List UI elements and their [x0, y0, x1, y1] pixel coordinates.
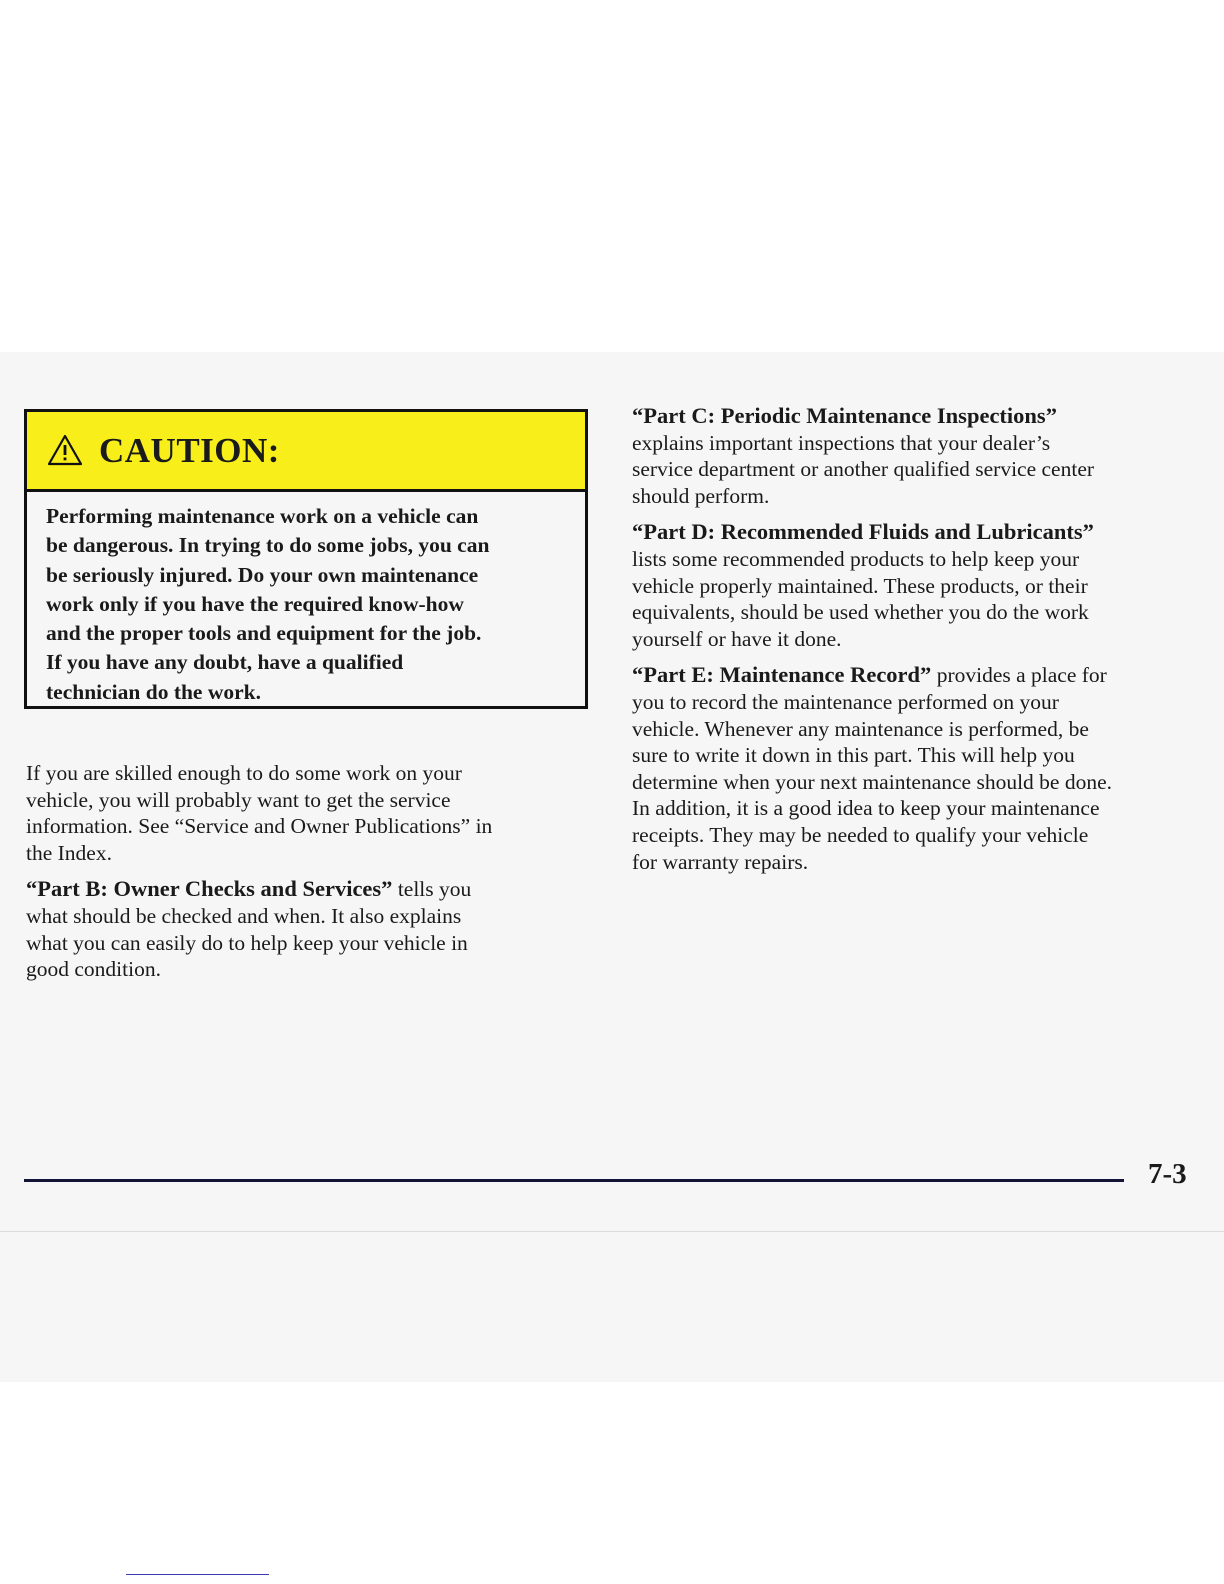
- part-e-heading: “Part E: Maintenance Record”: [632, 662, 932, 688]
- part-e-line: receipts. They may be needed to qualify your vehicle: [632, 822, 1089, 847]
- footer-rule: [24, 1179, 1124, 1182]
- part-e-line: you to record the maintenance performed on your: [632, 689, 1059, 714]
- intro-line: vehicle, you will probably want to get the service: [26, 787, 451, 812]
- part-d-heading: “Part D: Recommended Fluids and Lubricants”: [632, 519, 1094, 545]
- caution-text: [27, 492, 585, 707]
- part-d-line: yourself or have it done.: [632, 626, 842, 651]
- part-e-line: vehicle. Whenever any maintenance is performed, be: [632, 716, 1089, 741]
- caution-line: technician do the work.: [46, 679, 261, 704]
- caution-line: work only if you have the required know-how: [46, 591, 464, 616]
- part-e-paragraph: [632, 662, 1202, 875]
- part-b-heading: “Part B: Owner Checks and Services”: [26, 876, 393, 902]
- part-d-line: vehicle properly maintained. These products, or their: [632, 573, 1088, 598]
- part-e-line: determine when your next maintenance should be done.: [632, 769, 1113, 794]
- intro-line: If you are skilled enough to do some work on your: [26, 761, 462, 785]
- part-d-line: equivalents, should be used whether you do the work: [632, 600, 1089, 625]
- caution-line: be seriously injured. Do your own maintenance: [46, 562, 479, 587]
- caution-box: [24, 409, 588, 709]
- part-b-line: what should be checked and when. It also explains: [26, 903, 462, 928]
- page-number: 7-3: [1148, 1158, 1187, 1190]
- part-c-line: explains important inspections that your dealer’s: [632, 430, 1051, 455]
- part-e-line: In addition, it is a good idea to keep your maintenance: [632, 796, 1100, 821]
- caution-line: and the proper tools and equipment for the job.: [46, 621, 482, 646]
- part-b-paragraph: [26, 876, 586, 982]
- part-e-line: for warranty repairs.: [632, 849, 809, 874]
- caution-line: If you have any doubt, have a qualified: [46, 650, 404, 675]
- divider: [126, 1574, 269, 1575]
- part-e-first-line: provides a place for: [931, 663, 1107, 688]
- part-b-line: what you can easily do to help keep your vehicle in: [26, 930, 468, 955]
- caution-line: be dangerous. In trying to do some jobs, you can: [46, 533, 490, 558]
- right-column: [632, 403, 1202, 885]
- part-d-line: lists some recommended products to help keep your: [632, 546, 1080, 571]
- caution-header: [27, 412, 585, 492]
- part-d-paragraph: [632, 519, 1202, 652]
- intro-line: the Index.: [26, 840, 112, 865]
- divider: [0, 1231, 1224, 1232]
- part-c-line: service department or another qualified service center: [632, 457, 1095, 482]
- part-c-paragraph: [632, 403, 1202, 509]
- warning-triangle-icon: [47, 434, 83, 466]
- intro-line: information. See “Service and Owner Publications” in: [26, 814, 493, 839]
- part-b-line: good condition.: [26, 957, 161, 982]
- part-c-heading: “Part C: Periodic Maintenance Inspections”: [632, 403, 1057, 428]
- part-c-line: should perform.: [632, 483, 770, 508]
- intro-paragraph: [26, 760, 586, 866]
- part-b-first-line: tells you: [392, 877, 472, 902]
- caution-line: Performing maintenance work on a vehicle can: [46, 504, 479, 528]
- part-e-line: sure to write it down in this part. This will help you: [632, 743, 1075, 768]
- caution-title: CAUTION:: [99, 430, 280, 470]
- left-column: [26, 760, 586, 993]
